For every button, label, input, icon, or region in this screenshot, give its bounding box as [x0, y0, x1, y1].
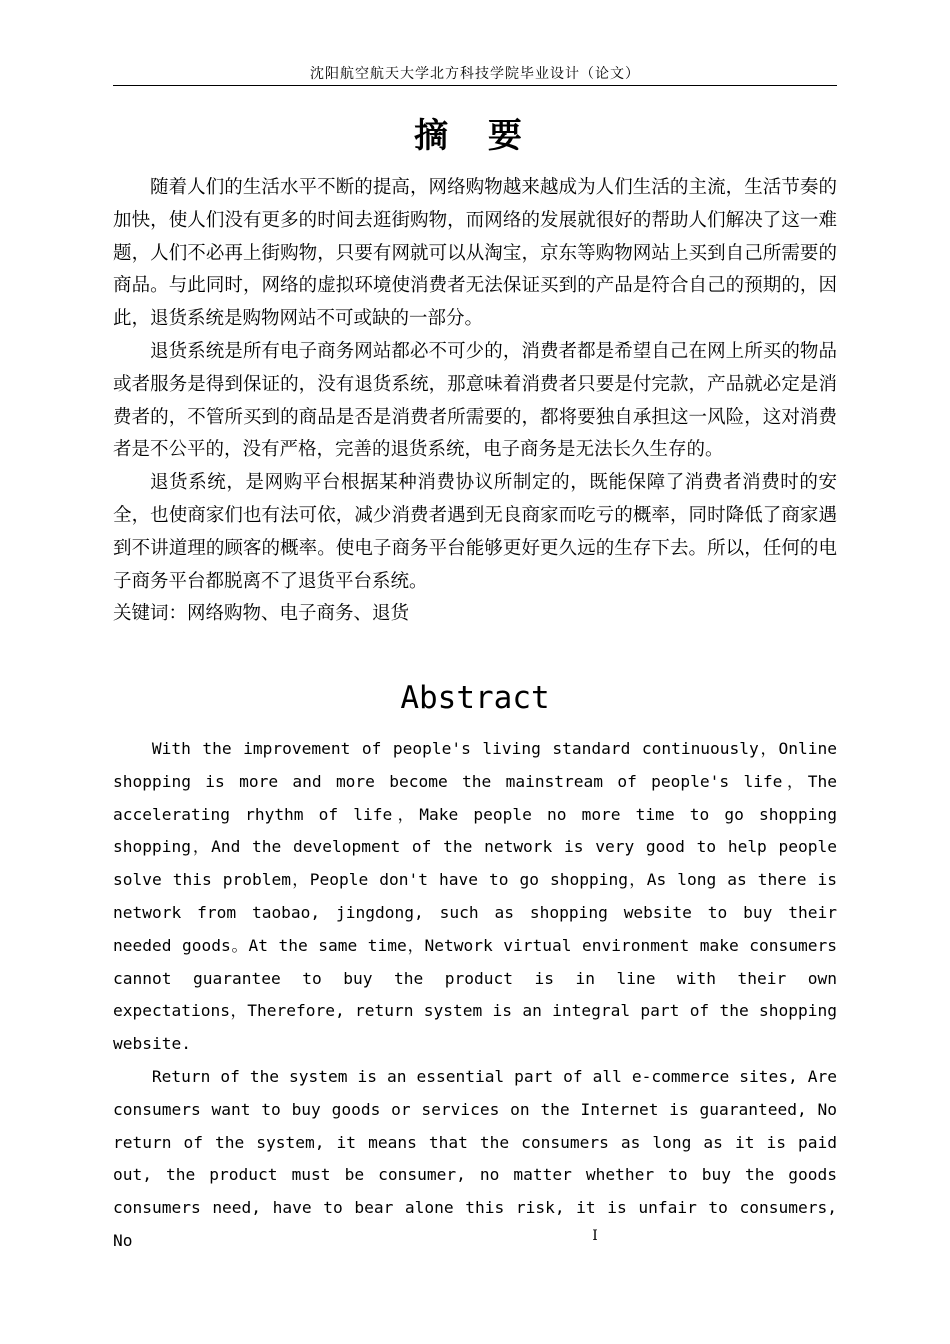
- chinese-paragraph-1: 随着人们的生活水平不断的提高，网络购物越来越成为人们生活的主流，生活节奏的加快，使人们没有更多的时间去逛街购物，而网络的发展就很好的帮助人们解决了这一难题，人们不必再上街购物，只要有网就可以从淘宝，京东等购物网站上买到自己所需要的商品。与此同时，网络的虚拟环境使消费者无法保证买到的产品是符合自己的预期的，因此，退货系统是购物网站不可或缺的一部分。: [113, 177, 837, 330]
- chinese-paragraph-2: 退货系统是所有电子商务网站都必不可少的，消费者都是希望自己在网上所买的物品或者服务是得到保证的，没有退货系统，那意味着消费者只要是付完款，产品就必定是消费者的，不管所买到的商品是否是消费者所需要的，都将要独自承担这一风险，这对消费者是不公平的，没有严格，完善的退货系统，电子商务是无法长久生存的。: [113, 340, 837, 461]
- chinese-paragraph-3: 退货系统，是网购平台根据某种消费协议所制定的，既能保障了消费者消费时的安全，也使商家们也有法可依，减少消费者遇到无良商家而吃亏的概率，同时降低了商家遇到不讲道理的顾客的概率。使电子商务平台能够更好更久远的生存下去。所以，任何的电子商务平台都脱离不了退货平台系统。: [113, 472, 837, 592]
- chinese-abstract-title: 摘 要: [414, 116, 536, 156]
- page-number: I: [592, 1228, 598, 1244]
- english-paragraph-2: Return of the system is an essential part of all e-commerce sites, Are consumers want to buy goods or services on the Internet is guaranteed, No return of the system, it means that the consumers as long as it is paid out, the product must be consumer, no matter whether to buy the goods consumers need, have to bear alone this risk, it is unfair to consumers, No: [113, 1066, 837, 1250]
- header-rule: [113, 85, 837, 86]
- chinese-abstract-body: [113, 172, 837, 631]
- english-abstract-title: Abstract: [400, 680, 550, 716]
- english-paragraph-1: With the improvement of people's living standard continuously，Online shopping is more and more become the mainstream of people's life，The accelerating rhythm of life，Make people no more time to go shopping shopping，And the development of the network is very good to help people solve this problem，People don't have to go shopping，As long as there is network from taobao, jingdong, such as shopping website to buy their needed goods。At the same time，Network virtual environment make consumers cannot guarantee to buy the product is in line with their own expectations，Therefore, return system is an integral part of the shopping website.: [113, 739, 837, 1054]
- running-header: 沈阳航空航天大学北方科技学院毕业设计（论文）: [310, 66, 640, 82]
- keywords-line: 关键词：网络购物、电子商务、退货: [113, 603, 410, 625]
- english-abstract-body: [113, 733, 837, 1258]
